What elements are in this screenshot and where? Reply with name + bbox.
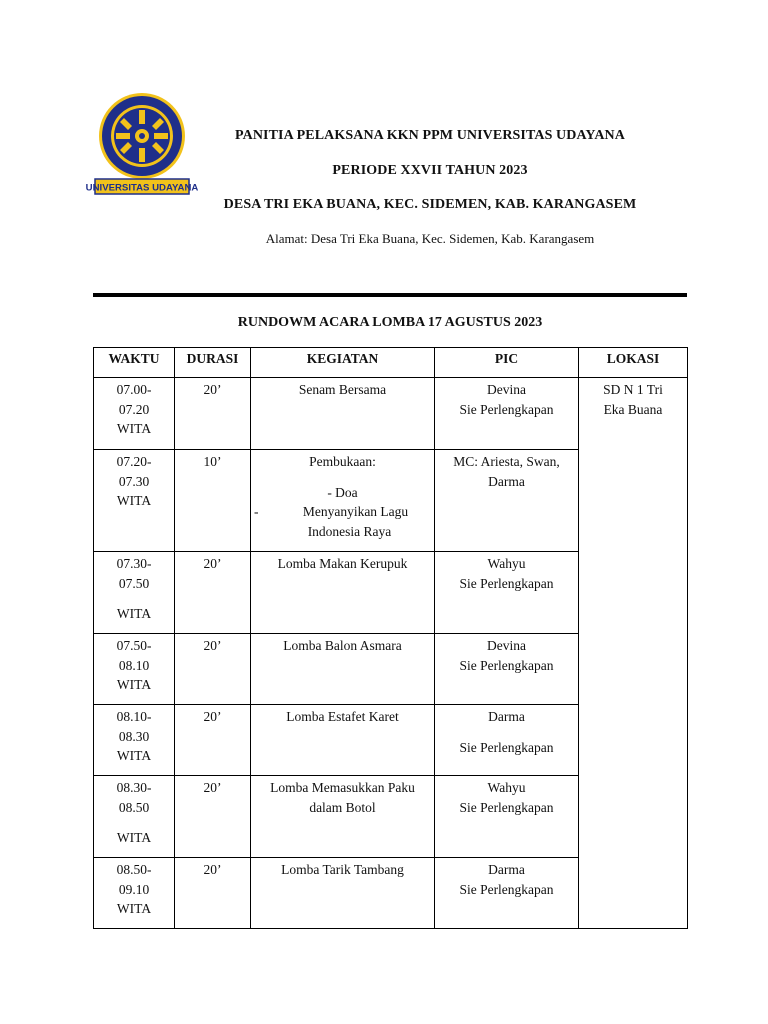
kegiatan-line-1: Lomba Memasukkan Paku bbox=[270, 780, 415, 795]
header-institution: PANITIA PELAKSANA KKN PPM UNIVERSITAS UDAYANA bbox=[235, 128, 625, 143]
kegiatan-item-lagu-line2: Indonesia Raya bbox=[307, 523, 392, 539]
pic-name: Wahyu bbox=[487, 556, 526, 571]
waktu-zone: WITA bbox=[116, 901, 152, 916]
pic-cell bbox=[435, 776, 579, 858]
pic-role: Sie Perlengkapan bbox=[459, 799, 554, 815]
waktu-end: 07.20 bbox=[118, 401, 150, 417]
waktu-zone: WITA bbox=[116, 830, 152, 845]
pic-role: Sie Perlengkapan bbox=[459, 575, 554, 591]
pic-cell bbox=[435, 858, 579, 929]
pic-name: MC: Ariesta, Swan, bbox=[453, 454, 560, 469]
waktu-start: 07.00- bbox=[116, 382, 152, 397]
pic-role: Sie Perlengkapan bbox=[459, 401, 554, 417]
kegiatan-cell: Lomba Tarik Tambang bbox=[251, 858, 435, 929]
waktu-end: 08.10 bbox=[118, 657, 150, 673]
waktu-cell bbox=[94, 776, 175, 858]
waktu-start: 07.50- bbox=[116, 638, 152, 653]
pic-role: Darma bbox=[488, 473, 525, 489]
durasi-cell: 20’ bbox=[175, 634, 251, 705]
kegiatan-item-lagu bbox=[254, 502, 431, 522]
waktu-end: 07.50 bbox=[118, 575, 150, 591]
table-row bbox=[94, 378, 688, 450]
waktu-zone: WITA bbox=[116, 748, 152, 763]
waktu-start: 08.50- bbox=[116, 862, 152, 877]
pic-name: Darma bbox=[488, 709, 525, 724]
column-header-kegiatan: KEGIATAN bbox=[251, 348, 435, 378]
header-divider bbox=[93, 293, 687, 297]
waktu-cell bbox=[94, 552, 175, 634]
header-village: DESA TRI EKA BUANA, KEC. SIDEMEN, KAB. KARANGASEM bbox=[223, 197, 637, 212]
pic-role: Sie Perlengkapan bbox=[459, 881, 554, 897]
lokasi-line-1: SD N 1 Tri bbox=[603, 382, 663, 397]
column-header-waktu: WAKTU bbox=[94, 348, 175, 378]
kegiatan-cell: Lomba Balon Asmara bbox=[251, 634, 435, 705]
durasi-cell: 20’ bbox=[175, 552, 251, 634]
waktu-cell bbox=[94, 634, 175, 705]
waktu-start: 08.30- bbox=[116, 780, 152, 795]
durasi-cell: 20’ bbox=[175, 378, 251, 450]
waktu-cell bbox=[94, 705, 175, 776]
kegiatan-heading: Pembukaan: bbox=[309, 454, 376, 469]
header-period: PERIODE XXVII TAHUN 2023 bbox=[332, 163, 528, 178]
kegiatan-item-doa: - Doa bbox=[327, 484, 358, 500]
waktu-start: 08.10- bbox=[116, 709, 152, 724]
kegiatan-cell: Senam Bersama bbox=[251, 378, 435, 450]
kegiatan-item-lagu-line1: Menyanyikan Lagu bbox=[302, 504, 409, 519]
kegiatan-cell bbox=[251, 450, 435, 552]
pic-cell bbox=[435, 378, 579, 450]
waktu-start: 07.20- bbox=[116, 454, 152, 469]
column-header-lokasi: LOKASI bbox=[579, 348, 688, 378]
waktu-zone: WITA bbox=[116, 606, 152, 621]
pic-name: Darma bbox=[488, 862, 525, 877]
waktu-end: 08.50 bbox=[118, 799, 150, 815]
waktu-end: 08.30 bbox=[118, 728, 150, 744]
universitas-udayana-logo bbox=[85, 92, 199, 198]
kegiatan-cell bbox=[251, 776, 435, 858]
pic-cell bbox=[435, 552, 579, 634]
column-header-durasi: DURASI bbox=[175, 348, 251, 378]
pic-name: Devina bbox=[487, 638, 526, 653]
durasi-cell: 20’ bbox=[175, 705, 251, 776]
rundown-table bbox=[93, 347, 688, 929]
kegiatan-cell: Lomba Estafet Karet bbox=[251, 705, 435, 776]
waktu-cell bbox=[94, 450, 175, 552]
lokasi-line-2: Eka Buana bbox=[603, 401, 663, 417]
pic-name: Wahyu bbox=[487, 780, 526, 795]
kegiatan-cell: Lomba Makan Kerupuk bbox=[251, 552, 435, 634]
waktu-zone: WITA bbox=[116, 493, 152, 508]
waktu-zone: WITA bbox=[116, 677, 152, 692]
waktu-cell bbox=[94, 858, 175, 929]
waktu-zone: WITA bbox=[116, 421, 152, 436]
pic-cell bbox=[435, 705, 579, 776]
pic-cell bbox=[435, 450, 579, 552]
waktu-cell bbox=[94, 378, 175, 450]
header-address: Alamat: Desa Tri Eka Buana, Kec. Sidemen, Kab. Karangasem bbox=[265, 231, 595, 246]
pic-cell bbox=[435, 634, 579, 705]
list-dash: - bbox=[254, 504, 259, 519]
durasi-cell: 10’ bbox=[175, 450, 251, 552]
pic-name: Devina bbox=[487, 382, 526, 397]
pic-role: Sie Perlengkapan bbox=[459, 657, 554, 673]
waktu-end: 09.10 bbox=[118, 881, 150, 897]
waktu-end: 07.30 bbox=[118, 473, 150, 489]
document-title: RUNDOWM ACARA LOMBA 17 AGUSTUS 2023 bbox=[237, 315, 543, 330]
table-header-row bbox=[94, 348, 688, 378]
durasi-cell: 20’ bbox=[175, 858, 251, 929]
column-header-pic: PIC bbox=[435, 348, 579, 378]
waktu-start: 07.30- bbox=[116, 556, 152, 571]
logo-text: UNIVERSITAS UDAYANA bbox=[85, 182, 199, 194]
kegiatan-line-2: dalam Botol bbox=[309, 799, 376, 815]
lokasi-cell bbox=[579, 378, 688, 929]
durasi-cell: 20’ bbox=[175, 776, 251, 858]
pic-role: Sie Perlengkapan bbox=[459, 739, 554, 755]
